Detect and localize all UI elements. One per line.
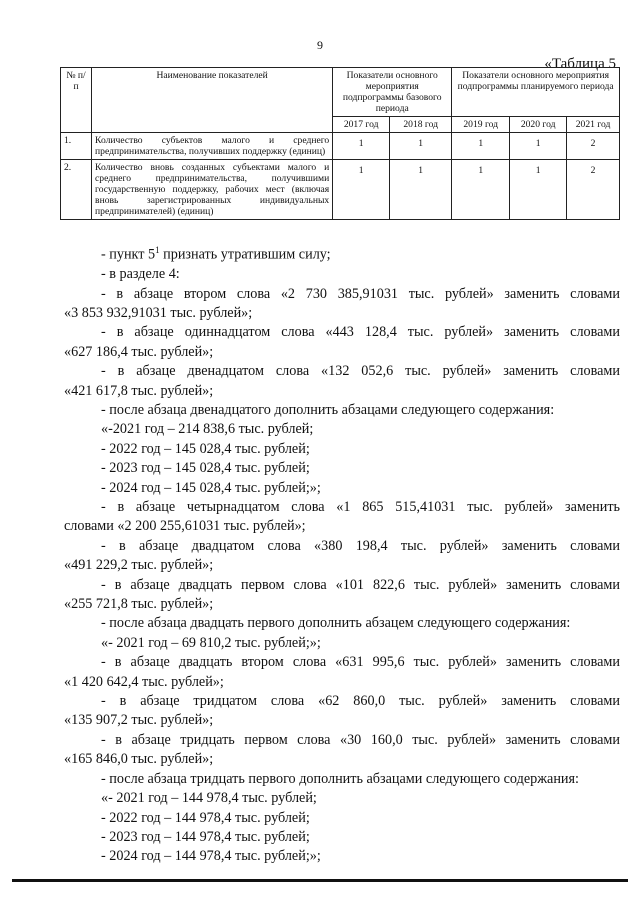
- header-num: № п/п: [61, 68, 92, 133]
- row-number: 2.: [61, 160, 92, 220]
- paragraph-continuation: «255 721,8 тыс. рублей»;: [64, 596, 214, 613]
- paragraph: - в абзаце тридцать первом слова «30 160,0 тыс. рублей» заменить словами: [101, 731, 620, 748]
- indicators-table: [60, 67, 620, 220]
- indicator-value: 1: [510, 133, 567, 160]
- indicator-value: 1: [333, 133, 390, 160]
- indicator-value: 2: [567, 160, 620, 220]
- header-year: 2018 год: [390, 117, 452, 133]
- table-caption: «Таблица 5: [544, 56, 616, 72]
- header-year: 2017 год: [333, 117, 390, 133]
- paragraph-continuation: «1 420 642,4 тыс. рублей»;: [64, 673, 224, 690]
- paragraph: - в абзаце втором слова «2 730 385,91031 тыс. рублей» заменить словами: [101, 285, 620, 302]
- paragraph: - после абзаца двенадцатого дополнить абзацами следующего содержания:: [101, 401, 555, 418]
- paragraph: - в абзаце тридцатом слова «62 860,0 тыс. рублей» заменить словами: [101, 693, 620, 710]
- paragraph-text: - пункт 5: [101, 246, 156, 263]
- paragraph-continuation: «135 907,2 тыс. рублей»;: [64, 712, 214, 729]
- page-number: 9: [317, 38, 323, 52]
- paragraph: - 2023 год – 144 978,4 тыс. рублей;: [101, 828, 310, 845]
- table-header-row: [61, 68, 620, 117]
- paragraph: - после абзаца тридцать первого дополнить абзацами следующего содержания:: [101, 770, 579, 787]
- paragraph: - 2024 год – 144 978,4 тыс. рублей;»;: [101, 848, 321, 865]
- header-name: Наименование показателей: [92, 68, 333, 133]
- paragraph: «- 2021 год – 69 810,2 тыс. рублей;»;: [101, 634, 321, 651]
- paragraph: - в абзаце четырнадцатом слова «1 865 515,41031 тыс. рублей» заменить: [101, 499, 620, 516]
- indicator-value: 1: [390, 133, 452, 160]
- paragraph-continuation: «165 846,0 тыс. рублей»;: [64, 751, 214, 768]
- paragraph: - в абзаце двадцать втором слова «631 995,6 тыс. рублей» заменить словами: [101, 654, 620, 671]
- indicator-name: Количество вновь созданных субъектами малого и среднего предпринимательства, получившими государственную поддержку, рабочих мест (включая вновь зарегистрированных индивидуальных предпринимателей) (единиц): [92, 160, 333, 220]
- paragraph: - в абзаце одиннадцатом слова «443 128,4 тыс. рублей» заменить словами: [101, 324, 620, 341]
- paragraph-text: признать утратившим силу;: [159, 246, 331, 263]
- indicator-value: 1: [333, 160, 390, 220]
- paragraph: - в абзаце двенадцатом слова «132 052,6 тыс. рублей» заменить словами: [101, 363, 620, 380]
- paragraph: «- 2021 год – 144 978,4 тыс. рублей;: [101, 790, 317, 807]
- paragraph-continuation: словами «2 200 255,61031 тыс. рублей»;: [64, 518, 306, 535]
- table-row: [61, 160, 620, 220]
- indicator-value: 1: [452, 160, 510, 220]
- paragraph-continuation: «491 229,2 тыс. рублей»;: [64, 557, 214, 574]
- paragraph-continuation: «421 617,8 тыс. рублей»;: [64, 382, 214, 399]
- header-group-base: Показатели основного мероприятия подпрограммы базового периода: [333, 68, 452, 117]
- paragraph: - 2022 год – 145 028,4 тыс. рублей;: [101, 440, 310, 457]
- indicator-name: Количество субъектов малого и среднего предпринимательства, получивших поддержку (единиц): [92, 133, 333, 160]
- paragraph: - в абзаце двадцатом слова «380 198,4 тыс. рублей» заменить словами: [101, 537, 620, 554]
- paragraph: «-2021 год – 214 838,6 тыс. рублей;: [101, 421, 314, 438]
- paragraph-continuation: «627 186,4 тыс. рублей»;: [64, 343, 214, 360]
- paragraph-continuation: «3 853 932,91031 тыс. рублей»;: [64, 304, 253, 321]
- indicator-value: 1: [452, 133, 510, 160]
- indicator-value: 2: [567, 133, 620, 160]
- paragraph: - в абзаце двадцать первом слова «101 822,6 тыс. рублей» заменить словами: [101, 576, 620, 593]
- header-year: 2020 год: [510, 117, 567, 133]
- paragraph: - 2022 год – 144 978,4 тыс. рублей;: [101, 809, 310, 826]
- bottom-border-line: [12, 879, 628, 882]
- paragraph: - 2024 год – 145 028,4 тыс. рублей;»;: [101, 479, 321, 496]
- header-group-planned: Показатели основного мероприятия подпрограммы планируемого периода: [452, 68, 620, 117]
- paragraph: - после абзаца двадцать первого дополнить абзацем следующего содержания:: [101, 615, 571, 632]
- indicator-value: 1: [510, 160, 567, 220]
- paragraph: - в разделе 4:: [101, 266, 180, 283]
- header-year: 2021 год: [567, 117, 620, 133]
- paragraph: - 2023 год – 145 028,4 тыс. рублей;: [101, 460, 310, 477]
- table-row: [61, 133, 620, 160]
- row-number: 1.: [61, 133, 92, 160]
- paragraph: [92, 241, 620, 265]
- header-year: 2019 год: [452, 117, 510, 133]
- indicator-value: 1: [390, 160, 452, 220]
- superscript: 1: [155, 245, 160, 255]
- document-body: [64, 241, 620, 867]
